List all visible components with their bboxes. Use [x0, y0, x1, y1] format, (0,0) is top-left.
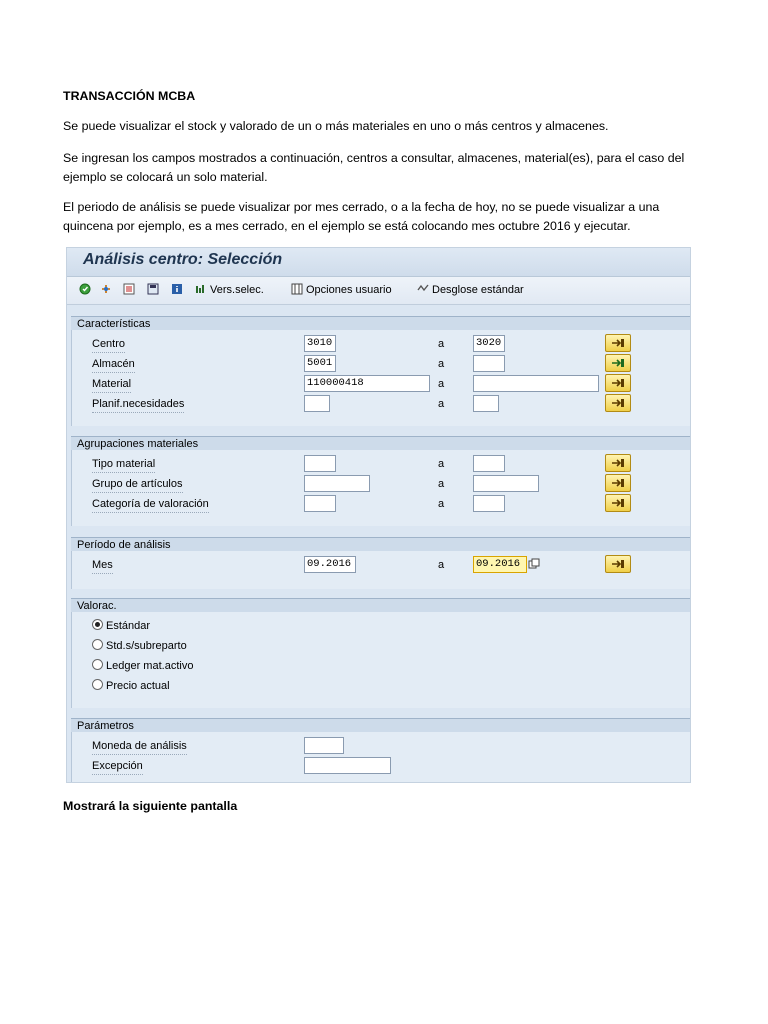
- opciones-usuario-button[interactable]: [291, 282, 392, 298]
- radio-precio-actual-label: Precio actual: [106, 680, 170, 692]
- almacen-to-input[interactable]: [473, 355, 505, 372]
- almacen-multiple-selection-button[interactable]: [605, 354, 631, 372]
- grupo-articulos-to-label: a: [438, 478, 445, 490]
- excepcion-label: Excepción: [92, 758, 143, 775]
- group-caracteristicas-header: Características: [71, 316, 691, 330]
- centro-to-input[interactable]: 3020: [473, 335, 505, 352]
- mes-label: Mes: [92, 557, 113, 574]
- doc-paragraph-3-line-2: quincena por ejemplo, es a mes cerrado, en el ejemplo se está colocando mes octubre 2016 y ejecutar.: [63, 219, 631, 233]
- tipo-material-from-input[interactable]: [304, 455, 336, 472]
- grupo-articulos-label: Grupo de artículos: [92, 476, 183, 493]
- radio-estandar-label: Estándar: [106, 620, 151, 632]
- grupo-articulos-from-input[interactable]: [304, 475, 370, 492]
- mes-from-input[interactable]: 09.2016: [304, 556, 356, 573]
- doc-paragraph-1: Se puede visualizar el stock y valorado de un o más materiales en uno o más centros y almacenes.: [63, 119, 609, 133]
- almacen-from-input[interactable]: 5001: [304, 355, 336, 372]
- centro-from-input[interactable]: 3010: [304, 335, 336, 352]
- doc-paragraph-2-line-1: Se ingresan los campos mostrados a continuación, centros a consultar, almacenes, material(es), para el caso del: [63, 151, 685, 165]
- almacen-to-label: a: [438, 358, 445, 370]
- material-to-label: a: [438, 378, 445, 390]
- list-icon[interactable]: [123, 282, 138, 298]
- planif-label: Planif.necesidades: [92, 396, 184, 413]
- opciones-usuario-label: Opciones usuario: [306, 284, 392, 296]
- excepcion-input[interactable]: [304, 757, 391, 774]
- radio-button[interactable]: [92, 639, 103, 650]
- radio-estandar[interactable]: [92, 618, 150, 634]
- group-valorac-header: Valorac.: [71, 598, 691, 612]
- tipo-material-to-input[interactable]: [473, 455, 505, 472]
- sap-screenshot: [66, 247, 691, 783]
- material-label: Material: [92, 376, 131, 393]
- group-agrupaciones-header: Agrupaciones materiales: [71, 436, 691, 450]
- categoria-valoracion-from-input[interactable]: [304, 495, 336, 512]
- categoria-valoracion-to-input[interactable]: [473, 495, 505, 512]
- search-help-icon[interactable]: [528, 557, 540, 575]
- radio-button[interactable]: [92, 659, 103, 670]
- mes-to-input[interactable]: 09.2016: [473, 556, 527, 573]
- sap-toolbar: [67, 277, 690, 305]
- group-parametros-header: Parámetros: [71, 718, 691, 732]
- radio-precio-actual[interactable]: [92, 678, 170, 694]
- group-agrupaciones: [71, 450, 691, 526]
- sap-screen-title: Análisis centro: Selección: [83, 251, 283, 268]
- group-parametros: [71, 732, 691, 783]
- almacen-label: Almacén: [92, 356, 135, 373]
- info-icon[interactable]: [171, 282, 186, 298]
- planif-to-label: a: [438, 398, 445, 410]
- planif-to-input[interactable]: [473, 395, 499, 412]
- material-to-input[interactable]: [473, 375, 599, 392]
- material-multiple-selection-button[interactable]: [605, 374, 631, 392]
- tipo-material-multiple-selection-button[interactable]: [605, 454, 631, 472]
- mes-to-label: a: [438, 559, 445, 571]
- execute-icon[interactable]: [79, 282, 94, 298]
- group-valorac: [71, 612, 691, 708]
- group-periodo: [71, 551, 691, 589]
- tipo-material-label: Tipo material: [92, 456, 155, 473]
- doc-heading: TRANSACCIÓN MCBA: [63, 89, 196, 103]
- vers-selec-label: Vers.selec.: [210, 284, 264, 296]
- moneda-analisis-input[interactable]: [304, 737, 344, 754]
- radio-std-subreparto[interactable]: [92, 638, 187, 654]
- centro-to-label: a: [438, 338, 445, 350]
- vers-selec-button[interactable]: [195, 282, 264, 298]
- radio-button[interactable]: [92, 679, 103, 690]
- mes-multiple-selection-button[interactable]: [605, 555, 631, 573]
- categoria-valoracion-multiple-selection-button[interactable]: [605, 494, 631, 512]
- radio-std-subreparto-label: Std.s/subreparto: [106, 640, 187, 652]
- planif-multiple-selection-button[interactable]: [605, 394, 631, 412]
- sort-icon[interactable]: [100, 282, 115, 298]
- material-from-input[interactable]: 110000418: [304, 375, 430, 392]
- doc-paragraph-3-line-1: El periodo de análisis se puede visualizar por mes cerrado, o a la fecha de hoy, no se puede visualizar a una: [63, 200, 660, 214]
- tipo-material-to-label: a: [438, 458, 445, 470]
- categoria-valoracion-to-label: a: [438, 498, 445, 510]
- grupo-articulos-to-input[interactable]: [473, 475, 539, 492]
- radio-button-selected[interactable]: [92, 619, 103, 630]
- group-caracteristicas: [71, 330, 691, 426]
- desglose-estandar-button[interactable]: [417, 282, 524, 298]
- grupo-articulos-multiple-selection-button[interactable]: [605, 474, 631, 492]
- planif-from-input[interactable]: [304, 395, 330, 412]
- group-periodo-header: Período de análisis: [71, 537, 691, 551]
- categoria-valoracion-label: Categoría de valoración: [92, 496, 209, 513]
- doc-paragraph-2-line-2: ejemplo se colocará un solo material.: [63, 170, 268, 184]
- radio-ledger-mat-activo[interactable]: [92, 658, 193, 674]
- desglose-estandar-label: Desglose estándar: [432, 284, 524, 296]
- centro-label: Centro: [92, 336, 125, 353]
- radio-ledger-label: Ledger mat.activo: [106, 660, 194, 672]
- centro-multiple-selection-button[interactable]: [605, 334, 631, 352]
- moneda-analisis-label: Moneda de análisis: [92, 738, 187, 755]
- doc-footer-text: Mostrará la siguiente pantalla: [63, 799, 238, 813]
- save-variant-icon[interactable]: [147, 282, 162, 298]
- sap-title-bar: [67, 248, 690, 277]
